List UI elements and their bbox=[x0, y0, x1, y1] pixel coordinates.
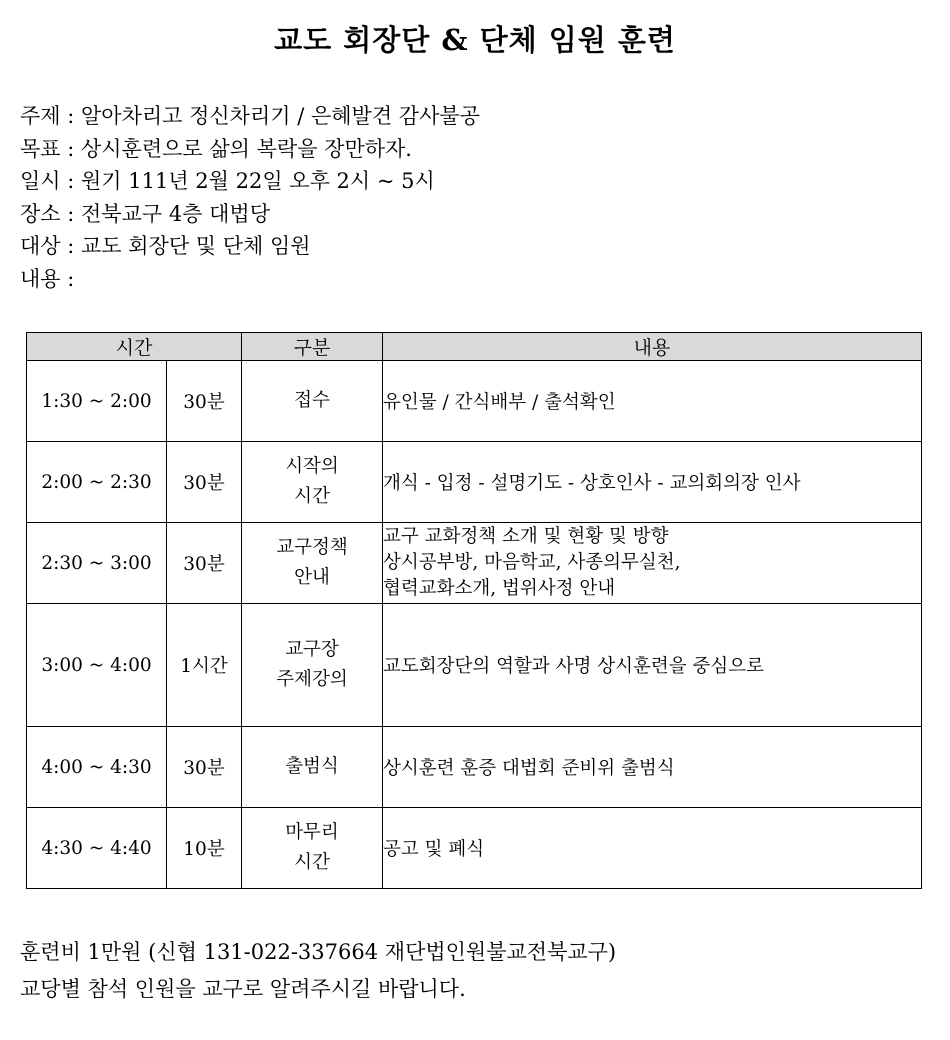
info-goal: 목표 : 상시훈련으로 삶의 복락을 장만하자. bbox=[20, 136, 412, 161]
row-content bbox=[383, 604, 922, 727]
row-time: 4:00 ~ 4:30 bbox=[27, 727, 167, 808]
row-category bbox=[242, 442, 383, 523]
schedule-table bbox=[26, 332, 922, 889]
row-time: 3:00 ~ 4:00 bbox=[27, 604, 167, 727]
row-time: 2:30 ~ 3:00 bbox=[27, 523, 167, 604]
row-category-line: 시간 bbox=[294, 486, 330, 507]
header-content: 내용 bbox=[383, 333, 922, 361]
row-category bbox=[242, 523, 383, 604]
row-content-line: 개식 - 입정 - 설명기도 - 상호인사 - 교의회의장 인사 bbox=[383, 473, 801, 494]
row-duration: 30분 bbox=[167, 727, 242, 808]
row-content bbox=[383, 523, 922, 604]
row-category-line: 마무리 bbox=[285, 822, 339, 843]
row-time: 2:00 ~ 2:30 bbox=[27, 442, 167, 523]
info-datetime: 일시 : 원기 111년 2월 22일 오후 2시 ~ 5시 bbox=[20, 169, 435, 194]
row-duration: 30분 bbox=[167, 361, 242, 442]
row-content-line: 협력교화소개, 법위사정 안내 bbox=[383, 578, 616, 599]
row-content-line: 공고 및 폐식 bbox=[383, 839, 485, 860]
fee-notice: 훈련비 1만원 (신협 131-022-337664 재단법인원불교전북교구) bbox=[20, 940, 617, 964]
row-category bbox=[242, 808, 383, 889]
row-content bbox=[383, 727, 922, 808]
row-content bbox=[383, 808, 922, 889]
info-section bbox=[20, 100, 920, 296]
row-category bbox=[242, 727, 383, 808]
footer-section bbox=[20, 934, 920, 1008]
row-duration: 30분 bbox=[167, 523, 242, 604]
table-row bbox=[27, 442, 922, 523]
info-audience: 대상 : 교도 회장단 및 단체 임원 bbox=[20, 234, 311, 259]
table-row bbox=[27, 523, 922, 604]
table-row bbox=[27, 604, 922, 727]
row-category-line: 주제강의 bbox=[276, 669, 348, 690]
table-row bbox=[27, 361, 922, 442]
info-content-label: 내용 : bbox=[20, 266, 75, 291]
row-category-line: 시간 bbox=[294, 852, 330, 873]
table-row bbox=[27, 727, 922, 808]
row-category-line: 안내 bbox=[294, 567, 330, 588]
row-content-line: 유인물 / 간식배부 / 출석확인 bbox=[383, 392, 616, 413]
header-time: 시간 bbox=[27, 333, 242, 361]
row-content bbox=[383, 361, 922, 442]
page-title: 교도 회장단 & 단체 임원 훈련 bbox=[274, 23, 676, 57]
row-duration: 30분 bbox=[167, 442, 242, 523]
row-category-line: 접수 bbox=[294, 390, 330, 411]
row-category-line: 교구장 bbox=[285, 639, 339, 660]
info-topic: 주제 : 알아차리고 정신차리기 / 은혜발견 감사불공 bbox=[20, 104, 480, 128]
row-category bbox=[242, 361, 383, 442]
row-content-line: 교구 교화정책 소개 및 현황 및 방향 bbox=[383, 526, 669, 547]
info-location: 장소 : 전북교구 4층 대법당 bbox=[20, 201, 270, 226]
row-category bbox=[242, 604, 383, 727]
table-header-row bbox=[27, 333, 922, 361]
row-time: 1:30 ~ 2:00 bbox=[27, 361, 167, 442]
table-row bbox=[27, 808, 922, 889]
row-time: 4:30 ~ 4:40 bbox=[27, 808, 167, 889]
row-duration: 10분 bbox=[167, 808, 242, 889]
row-content-line: 교도회장단의 역할과 사명 상시훈련을 중심으로 bbox=[383, 656, 764, 677]
row-duration: 1시간 bbox=[167, 604, 242, 727]
header-category: 구분 bbox=[242, 333, 383, 361]
row-content-line: 상시공부방, 마음학교, 사종의무실천, bbox=[383, 552, 681, 573]
row-category-line: 출범식 bbox=[285, 756, 339, 777]
row-category-line: 교구정책 bbox=[276, 537, 348, 558]
row-content-line: 상시훈련 훈증 대법회 준비위 출범식 bbox=[383, 758, 675, 779]
row-content bbox=[383, 442, 922, 523]
attendance-notice: 교당별 참석 인원을 교구로 알려주시길 바랍니다. bbox=[20, 977, 466, 1001]
row-category-line: 시작의 bbox=[285, 456, 339, 477]
